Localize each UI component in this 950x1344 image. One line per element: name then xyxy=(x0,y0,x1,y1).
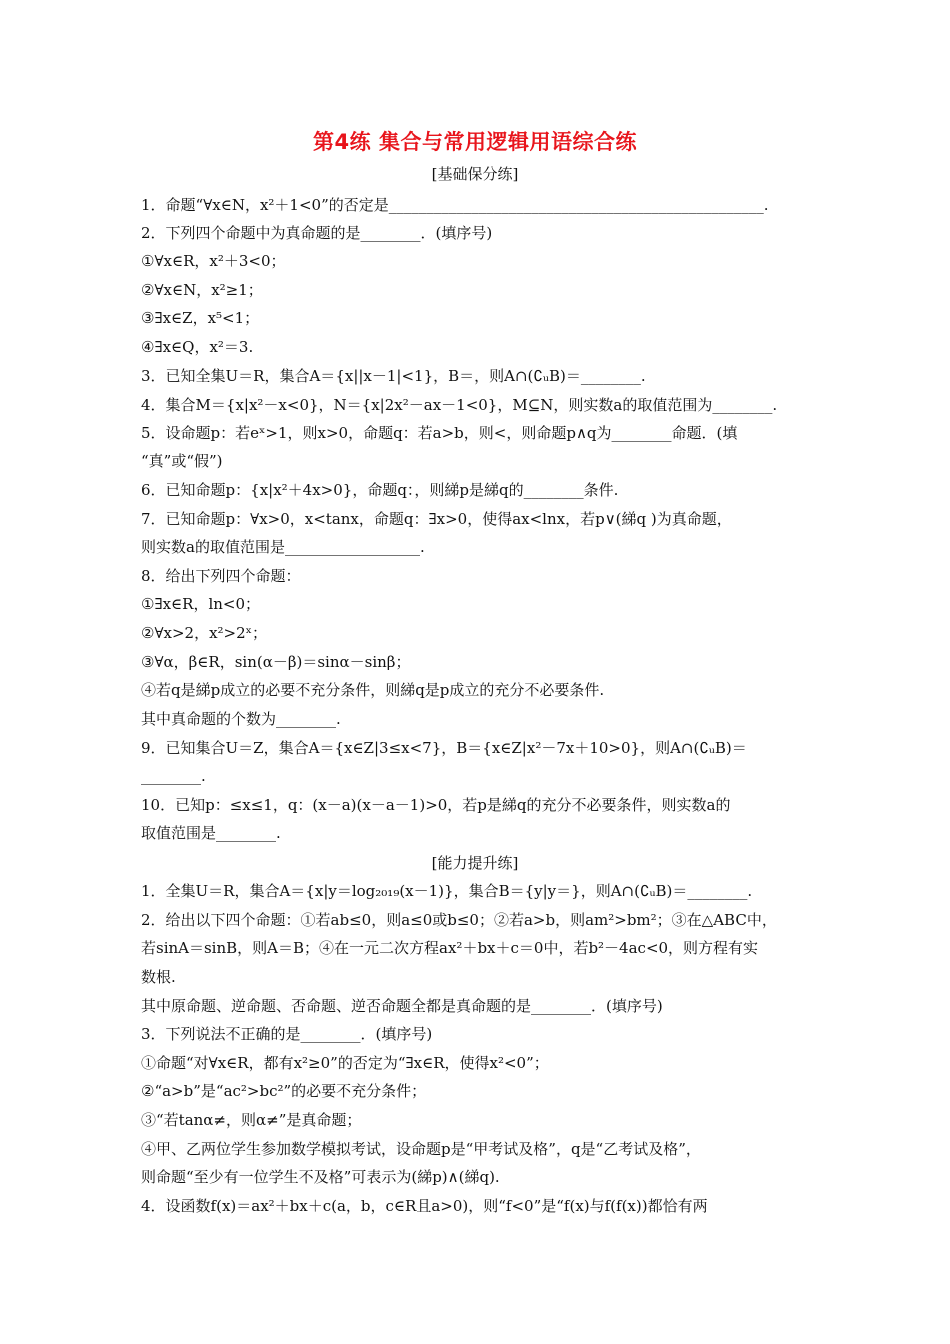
text-line: ③∃x∈Z，x⁵<1； xyxy=(141,309,260,327)
text-line: ④若q是綈p成立的必要不充分条件，则綈q是p成立的充分不必要条件. xyxy=(141,681,605,699)
section-heading-advanced: [能力提升练] xyxy=(431,854,519,872)
text-line: 5．设命题p：若eˣ>1，则x>0，命题q：若a>b，则<，则命题p∧q为________命题．(填 xyxy=(141,424,738,442)
text-line: 7．已知命题p：∀x>0，x<tanx，命题q：∃x>0，使得ax<lnx，若p∨(綈q )为真命题， xyxy=(141,510,732,528)
text-line: 则实数a的取值范围是__________________. xyxy=(141,538,425,556)
text-line: ①∀x∈R，x²＋3<0； xyxy=(141,252,286,270)
text-line: ________. xyxy=(141,767,206,785)
text-line: 其中原命题、逆命题、否命题、逆否命题全都是真命题的是________．(填序号) xyxy=(141,997,663,1015)
text-line: “真”或“假”) xyxy=(141,452,223,470)
text-line: 则命题“至少有一位学生不及格”可表示为(綈p)∧(綈q). xyxy=(141,1168,500,1186)
text-line: 3．下列说法不正确的是________．(填序号) xyxy=(141,1025,433,1043)
text-line: ①命题“对∀x∈R，都有x²≥0”的否定为“∃x∈R，使得x²<0”； xyxy=(141,1054,549,1072)
text-line: 3．已知全集U＝R，集合A＝{x||x－1|<1}，B＝，则A∩(∁ᵤB)＝________. xyxy=(141,367,646,385)
text-line: ③“若tanα≠，则α≠”是真命题； xyxy=(141,1111,362,1129)
text-line: ④∃x∈Q，x²＝3. xyxy=(141,338,254,356)
text-line: 2．给出以下四个命题：①若ab≤0，则a≤0或b≤0；②若a>b，则am²>bm²；③在△ABC中， xyxy=(141,911,777,929)
text-line: 10．已知p：≤x≤1，q：(x－a)(x－a－1)>0，若p是綈q的充分不必要条件，则实数a的 xyxy=(141,796,731,814)
text-line: 4．集合M＝{x|x²－x<0}，N＝{x|2x²－ax－1<0}，M⊆N，则实数a的取值范围为________. xyxy=(141,396,778,414)
text-line: 数根. xyxy=(141,968,176,986)
text-line: ②“a>b”是“ac²>bc²”的必要不充分条件； xyxy=(141,1082,427,1100)
text-line: 9．已知集合U＝Z，集合A＝{x∈Z|3≤x<7}，B＝{x∈Z|x²－7x＋10>0}，则A∩(∁ᵤB)＝ xyxy=(141,739,747,757)
text-line: ①∃x∈R，ln<0； xyxy=(141,595,261,613)
text-line: 若sinA＝sinB，则A＝B；④在一元二次方程ax²＋bx＋c＝0中，若b²－4ac<0，则方程有实 xyxy=(141,939,759,957)
text-line: 6．已知命题p：{x|x²＋4x>0}，命题q：，则綈p是綈q的________条件. xyxy=(141,481,619,499)
text-line: 2．下列四个命题中为真命题的是________．(填序号) xyxy=(141,224,493,242)
section-heading-basic: [基础保分练] xyxy=(431,165,519,183)
text-line: 取值范围是________. xyxy=(141,824,281,842)
text-line: 1．命题“∀x∈N，x²＋1<0”的否定是__________________________________________________. xyxy=(141,196,769,214)
text-line: 4．设函数f(x)＝ax²＋bx＋c(a，b，c∈R且a>0)，则“f<0”是“f(x)与f(f(x))都恰有两 xyxy=(141,1197,708,1215)
text-line: 其中真命题的个数为________. xyxy=(141,710,341,728)
text-line: 8．给出下列四个命题： xyxy=(141,567,301,585)
page-title: 第4练 集合与常用逻辑用语综合练 xyxy=(313,130,637,154)
text-line: ③∀α，β∈R，sin(α－β)＝sinα－sinβ； xyxy=(141,653,411,671)
text-line: ④甲、乙两位学生参加数学模拟考试，设命题p是“甲考试及格”，q是“乙考试及格”， xyxy=(141,1140,701,1158)
text-line: ②∀x>2，x²>2ˣ； xyxy=(141,624,268,642)
text-line: ②∀x∈N，x²≥1； xyxy=(141,281,263,299)
text-line: 1．全集U＝R，集合A＝{x|y＝log₂₀₁₉(x－1)}，集合B＝{y|y＝}，则A∩(∁ᵤB)＝________. xyxy=(141,882,753,900)
